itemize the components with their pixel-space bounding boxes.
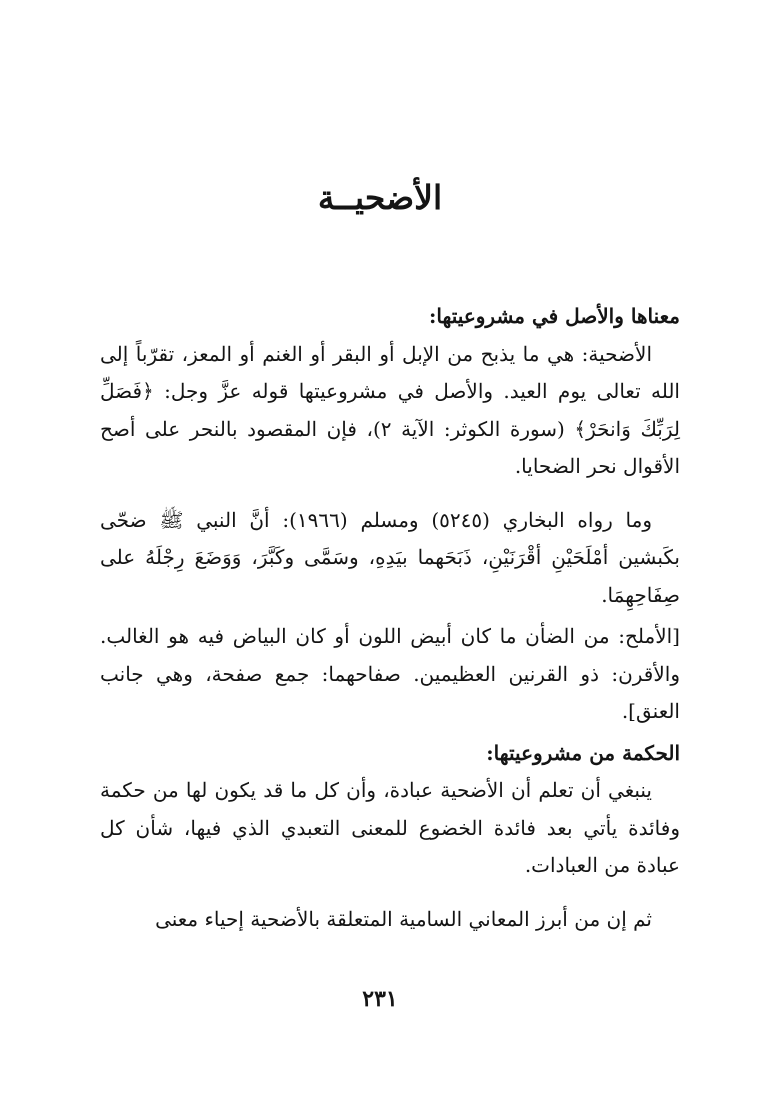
body-text <box>100 298 680 938</box>
paragraph-continuation: ثم إن من أبرز المعاني السامية المتعلقة بالأضحية إحياء معنى <box>155 906 652 931</box>
paragraph-wisdom: ينبغي أن تعلم أن الأضحية عبادة، وأن كل ما قد يكون لها من حكمة وفائدة يأتي بعد فائدة الخضوع للمعنى التعبدي الذي فيها، شأن كل عبادة من العبادات. <box>100 778 680 877</box>
section-heading-meaning: معناها والأصل في مشروعيتها: <box>429 304 680 328</box>
page-number: ٢٣١ <box>362 986 398 1012</box>
paragraph-hadith: وما رواه البخاري (٥٢٤٥) ومسلم (١٩٦٦): أنَّ النبي ﷺ ضحّى بكَبشين أمْلَحَيْنِ أقْرَنَيْنِ، ذَبَحَهما بيَدِهِ، وسَمَّى وكَبَّرَ، وَوَضَعَ رِجْلَهُ على صِفَاحِهِمَا. <box>100 507 680 607</box>
section-heading-wisdom: الحكمة من مشروعيتها: <box>486 740 680 765</box>
chapter-title: الأضحيــة <box>317 178 443 217</box>
paragraph-definition: الأضحية: هي ما يذبح من الإبل أو البقر أو الغنم أو المعز، تقرّباً إلى الله تعالى يوم العيد. والأصل في مشروعيتها قوله عزَّ وجل: ﴿فَصَلِّ لِرَبِّكَ وَانحَرْ﴾ (سورة الكوثر: الآية ٢)، فإن المقصود بالنحر على أصح الأقوال نحر الضحايا. <box>100 341 680 478</box>
paragraph-note: [الأملح: من الضأن ما كان أبيض اللون أو كان البياض فيه هو الغالب. والأقرن: ذو القرنين العظيمين. صفاحهما: جمع صفحة، وهي جانب العنق]. <box>100 624 680 723</box>
